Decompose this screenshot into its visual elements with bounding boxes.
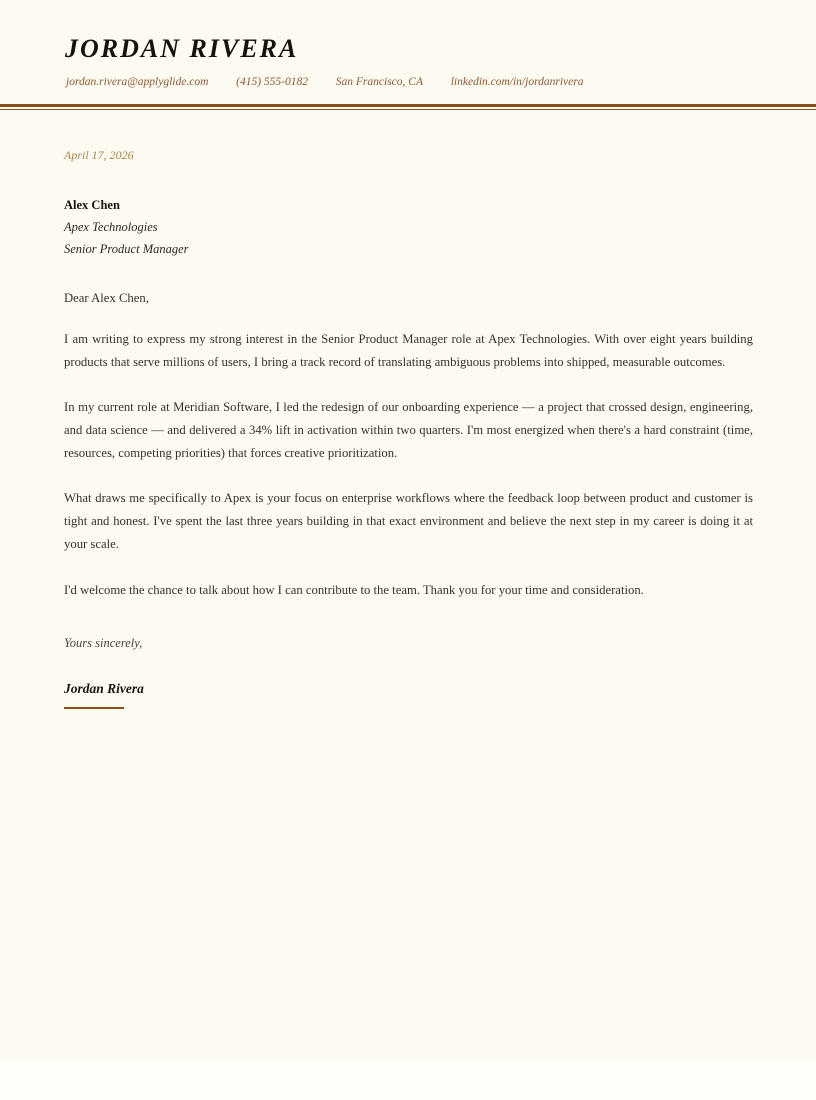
contact-location: San Francisco, CA xyxy=(335,76,423,88)
recipient-block xyxy=(64,195,753,261)
contact-email[interactable]: jordan.rivera@applyglide.com xyxy=(66,76,209,88)
body-paragraph: In my current role at Meridian Software, I led the redesign of our onboarding experience — a project that crossed design, engineering, and data science — and delivered a 34% lift in activation within two quarters. I'm most energized when there's a hard constraint (time, resources, competing priorities) that forces creative prioritization. xyxy=(64,399,753,461)
recipient-title: Senior Product Manager xyxy=(64,241,189,256)
recipient-name: Alex Chen xyxy=(64,198,120,212)
letter-date: April 17, 2026 xyxy=(64,148,134,162)
header-divider xyxy=(0,104,816,107)
letter-header xyxy=(0,0,816,88)
body-paragraph: I'd welcome the chance to talk about how I can contribute to the team. Thank you for your time and consideration. xyxy=(64,582,644,597)
page-title: JORDAN RIVERA xyxy=(65,34,299,63)
contact-linkedin[interactable]: linkedin.com/in/jordanrivera xyxy=(450,76,584,88)
signature-name: Jordan Rivera xyxy=(64,680,144,696)
contact-phone[interactable]: (415) 555-0182 xyxy=(236,76,309,88)
footer-band xyxy=(0,1060,816,1100)
letter-body xyxy=(0,148,816,709)
contact-line xyxy=(64,76,752,88)
body-paragraph: What draws me specifically to Apex is your focus on enterprise workflows where the feedback loop between product and customer is tight and honest. I've spent the last three years building in that exact environment and believe the next step in my career is doing it at your scale. xyxy=(64,491,753,552)
closing-phrase: Yours sincerely, xyxy=(64,635,143,650)
recipient-company: Apex Technologies xyxy=(64,219,158,234)
signature-underline xyxy=(64,707,124,709)
salutation: Dear Alex Chen, xyxy=(64,290,149,305)
body-paragraph: I am writing to express my strong interest in the Senior Product Manager role at Apex Technologies. With over eight years building products that serve millions of users, I bring a track record of translating ambiguous problems into shipped, measurable outcomes. xyxy=(64,331,753,369)
header-divider-thin xyxy=(0,109,816,110)
